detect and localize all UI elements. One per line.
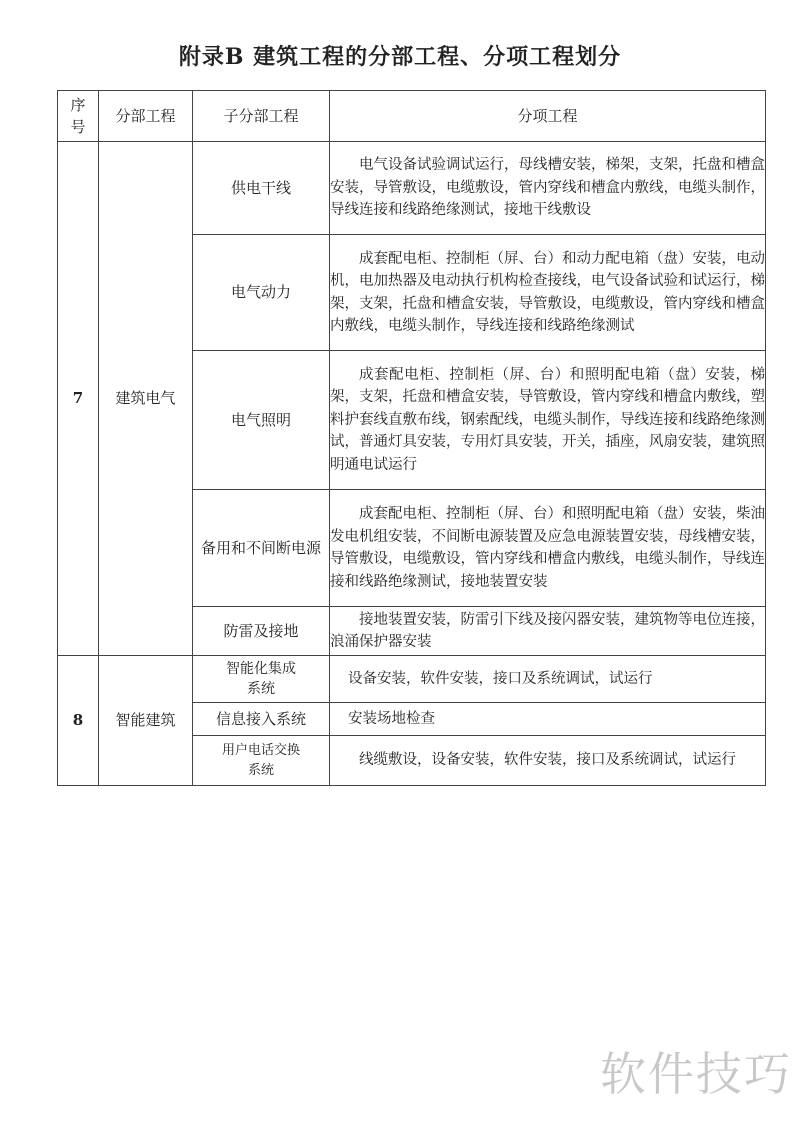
subdivision-cell: 备用和不间断电源: [193, 490, 330, 607]
seq-cell: 7: [58, 142, 99, 656]
items-cell: [330, 490, 766, 607]
items-text: 线缆敷设，设备安装，软件安装，接口及系统调试，试运行: [359, 752, 736, 769]
header-seq: 序号: [58, 91, 99, 142]
division-cell: 建筑电气: [99, 142, 193, 656]
items-cell: [330, 351, 766, 490]
items-text: 成套配电柜、控制柜（屏、台）和照明配电箱（盘）安装，梯架，支架，托盘和槽盒安装，导管敷设，管内穿线和槽盒内敷线，塑料护套线直敷布线，钢索配线，电缆头制作，导线连接和线路绝缘测试，普通灯具安装，专用灯具安装，开关，插座，风扇安装，建筑照明通电试运行: [330, 366, 765, 473]
items-cell: [330, 607, 766, 656]
subdivision-cell: 电气动力: [193, 235, 330, 351]
items-cell: [330, 656, 766, 703]
subdivision-cell: 用户电话交换系统: [193, 736, 330, 786]
division-table: [57, 90, 766, 786]
table-row: [58, 656, 766, 703]
items-cell: [330, 703, 766, 736]
items-cell: [330, 235, 766, 351]
seq-cell: 8: [58, 656, 99, 786]
items-text: 成套配电柜、控制柜（屏、台）和动力配电箱（盘）安装，电动机，电加热器及电动执行机构检查接线，电气设备试验和试运行，梯架，支架，托盘和槽盒安装，导管敷设，电缆敷设，管内穿线和槽盒内敷线，电缆头制作，导线连接和线路绝缘测试: [330, 250, 765, 334]
items-text: 电气设备试验调试运行，母线槽安装，梯架，支架，托盘和槽盒安装，导管敷设，电缆敷设，管内穿线和槽盒内敷线，电缆头制作，导线连接和线路绝缘测试，接地干线敷设: [330, 157, 765, 219]
subdivision-cell: 供电干线: [193, 142, 330, 235]
header-division: 分部工程: [99, 91, 193, 142]
watermark-text: 软件技巧: [600, 1047, 792, 1101]
items-text: 设备安装，软件安装，接口及系统调试，试运行: [348, 670, 653, 687]
subdivision-cell: 电气照明: [193, 351, 330, 490]
items-text: 成套配电柜、控制柜（屏、台）和照明配电箱（盘）安装，柴油发电机组安装，不间断电源装置及应急电源装置安装，母线槽安装，导管敷设，电缆敷设，管内穿线和槽盒内敷线，电缆头制作，导线连接和线路绝缘测试，接地装置安装: [330, 506, 765, 590]
items-cell: [330, 736, 766, 786]
subdivision-cell: 防雷及接地: [193, 607, 330, 656]
items-text: 安装场地检查: [348, 710, 435, 727]
table-row: [58, 142, 766, 235]
header-items: 分项工程: [330, 91, 766, 142]
page-title: 附录B 建筑工程的分部工程、分项工程划分: [178, 44, 622, 70]
division-cell: 智能建筑: [99, 656, 193, 786]
items-cell: [330, 142, 766, 235]
header-subdivision: 子分部工程: [193, 91, 330, 142]
items-text: 接地装置安装，防雷引下线及接闪器安装，建筑物等电位连接，浪涌保护器安装: [330, 611, 765, 650]
table-header-row: [58, 91, 766, 142]
subdivision-cell: 信息接入系统: [193, 703, 330, 736]
subdivision-cell: 智能化集成系统: [193, 656, 330, 703]
